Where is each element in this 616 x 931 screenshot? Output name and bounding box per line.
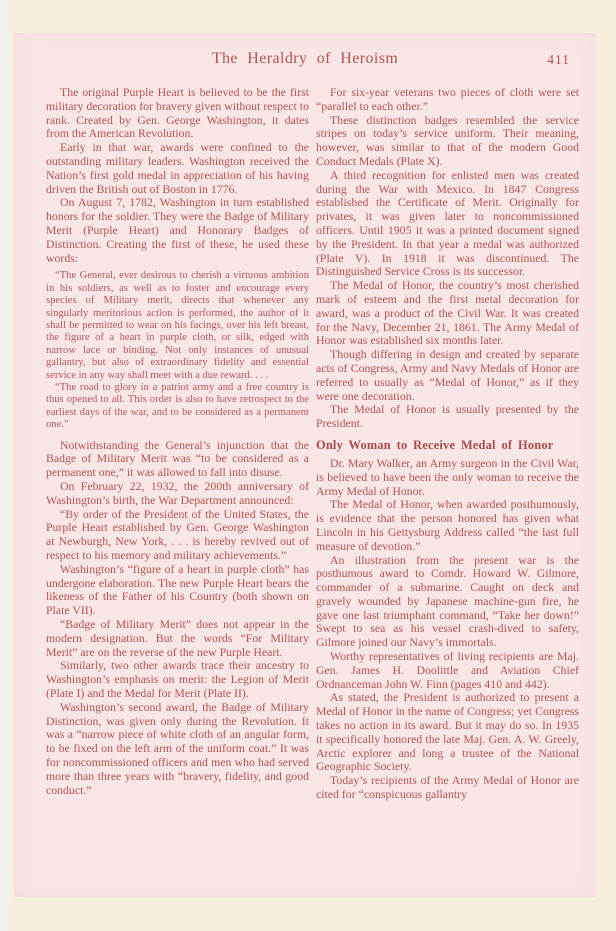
- right-column: [316, 86, 579, 802]
- paragraph: Similarly, two other awards trace their ancestry to Washington’s emphasis on merit: the Legion of Merit (Plate I) and the Medal for Merit (Plate II).: [46, 658, 309, 700]
- page-header: [14, 50, 596, 72]
- paragraph: Washington’s “figure of a heart in purple cloth” has undergone elaboration. The new Purple Heart bears the likeness of the Father of his Country (both shown on Plate VII).: [46, 561, 309, 618]
- paragraph: A third recognition for enlisted men was created during the War with Mexico. In 1847 Congress established the Certificate of Merit. Originally for privates, it was given later to noncommissioned officers. Until 1905 it was a printed document signed by the President. In that year a medal was authorized (Plate V). In 1918 it was discontinued. The Distinguished Service Cross is its successor.: [316, 167, 579, 279]
- book-page: [14, 33, 596, 897]
- paragraph: These distinction badges resembled the service stripes on today’s service uniform. Their meaning, however, was similar to that of the modern Good Conduct Medals (Plate X).: [316, 112, 579, 168]
- paragraph: On February 22, 1932, the 200th anniversary of Washington’s birth, the War Department announced:: [46, 479, 309, 507]
- paragraph: Notwithstanding the General’s injunction that the Badge of Military Merit was “to be considered as a permanent one,” it was allowed to fall into disuse.: [46, 437, 309, 480]
- block-quote: [46, 270, 309, 431]
- section-heading: Only Woman to Receive Medal of Honor: [316, 437, 554, 452]
- quote-paragraph: “The General, ever desirous to cherish a virtuous ambition in his soldiers, as well as to foster and encourage every species of Military merit, directs that whenever any singularly meritorious action is performed, the author of it shall be permitted to wear on his facings, over his left breast, the figure of a heart in purple cloth, or silk, edged with narrow lace or binding. Not only instances of unusual gallantry, but also of extraordinary fidelity and essential service in any way shall meet with a due reward. . . .: [46, 270, 309, 381]
- paragraph: For six-year veterans two pieces of cloth were set “parallel to each other.”: [316, 85, 579, 113]
- paragraph: Early in that war, awards were confined to the outstanding military leaders. Washington received the Nation’s first gold medal in appreciation of his having driven the British out of Boston in 1776.: [46, 140, 309, 196]
- paragraph: As stated, the President is authorized to present a Medal of Honor in the name of Congress; yet Congress takes no action in its award. But it may do so. In 1935 it specifically honored the late Maj. Gen. A. W. Greely, Arctic explorer and long a trustee of the National Geographic Society.: [316, 690, 579, 774]
- paragraph: The Medal of Honor is usually presented by the President.: [316, 402, 579, 431]
- page-title: The Heraldry of Heroism: [211, 50, 399, 67]
- quote-paragraph: “The road to glory in a patriot army and a free country is thus opened to all. This order is also to have retrospect to the earliest days of the war, and to be considered as a permanent one.”: [46, 382, 309, 431]
- paragraph: The Medal of Honor, when awarded posthumously, is evidence that the person honored has given what Lincoln in his Gettysburg Address called “the last full measure of devotion.”: [316, 497, 579, 553]
- paragraph: Dr. Mary Walker, an Army surgeon in the Civil War, is believed to have been the only woman to receive the Army Medal of Honor.: [316, 455, 579, 498]
- paragraph: Washington’s second award, the Badge of Military Distinction, was given only during the Revolution. It was a “narrow piece of white cloth of an angular form, to be fixed on the left arm of the uniform coat.” It was for noncommissioned officers and men who had served more than three years with “bravery, fidelity, and good conduct.”: [46, 699, 309, 797]
- paragraph: “By order of the President of the United States, the Purple Heart established by Gen. George Washington at Newburgh, New York, . . . is hereby revived out of respect to his memory and military achievements.”: [46, 506, 309, 563]
- paragraph: Today’s recipients of the Army Medal of Honor are cited for “conspicuous gallantry: [316, 773, 579, 802]
- paragraph: An illustration from the present war is the posthumous award to Comdr. Howard W. Gilmore, commander of a submarine. Caught on deck and gravely wounded by Japanese machine-gun fire, he gave one last triumphant command, “Take her down!” Swept to sea as his vessel crash-dived to safety, Gilmore joined our Navy’s immortals.: [316, 552, 579, 650]
- paragraph: On August 7, 1782, Washington in turn established honors for the soldier. They were the Badge of Military Merit (Purple Heart) and Honorary Badges of Distinction. Creating the first of these, he used these words:: [46, 195, 309, 265]
- page-number: 411: [547, 52, 570, 67]
- scan-edge-strip: [0, 0, 9, 931]
- paragraph: Though differing in design and created by separate acts of Congress, Army and Navy Medals of Honor are referred to usually as “Medal of Honor,” as if they were one decoration.: [316, 347, 579, 403]
- paragraph: The original Purple Heart is believed to be the first military decoration for bravery given without respect to rank. Created by Gen. George Washington, it dates from the American Revolution.: [46, 85, 309, 141]
- paragraph: The Medal of Honor, the country’s most cherished mark of esteem and the first metal decoration for award, was a product of the Civil War. It was created for the Navy, December 21, 1861. The Army Medal of Honor was established six months later.: [316, 278, 579, 348]
- left-column: [46, 86, 309, 797]
- paragraph: “Badge of Military Merit” does not appear in the modern designation. But the words “For Military Merit” are on the reverse of the new Purple Heart.: [46, 617, 309, 659]
- paragraph: Worthy representatives of living recipients are Maj. Gen. James H. Doolittle and Aviation Chief Ordnanceman John W. Finn (pages 410 and 442).: [316, 649, 579, 691]
